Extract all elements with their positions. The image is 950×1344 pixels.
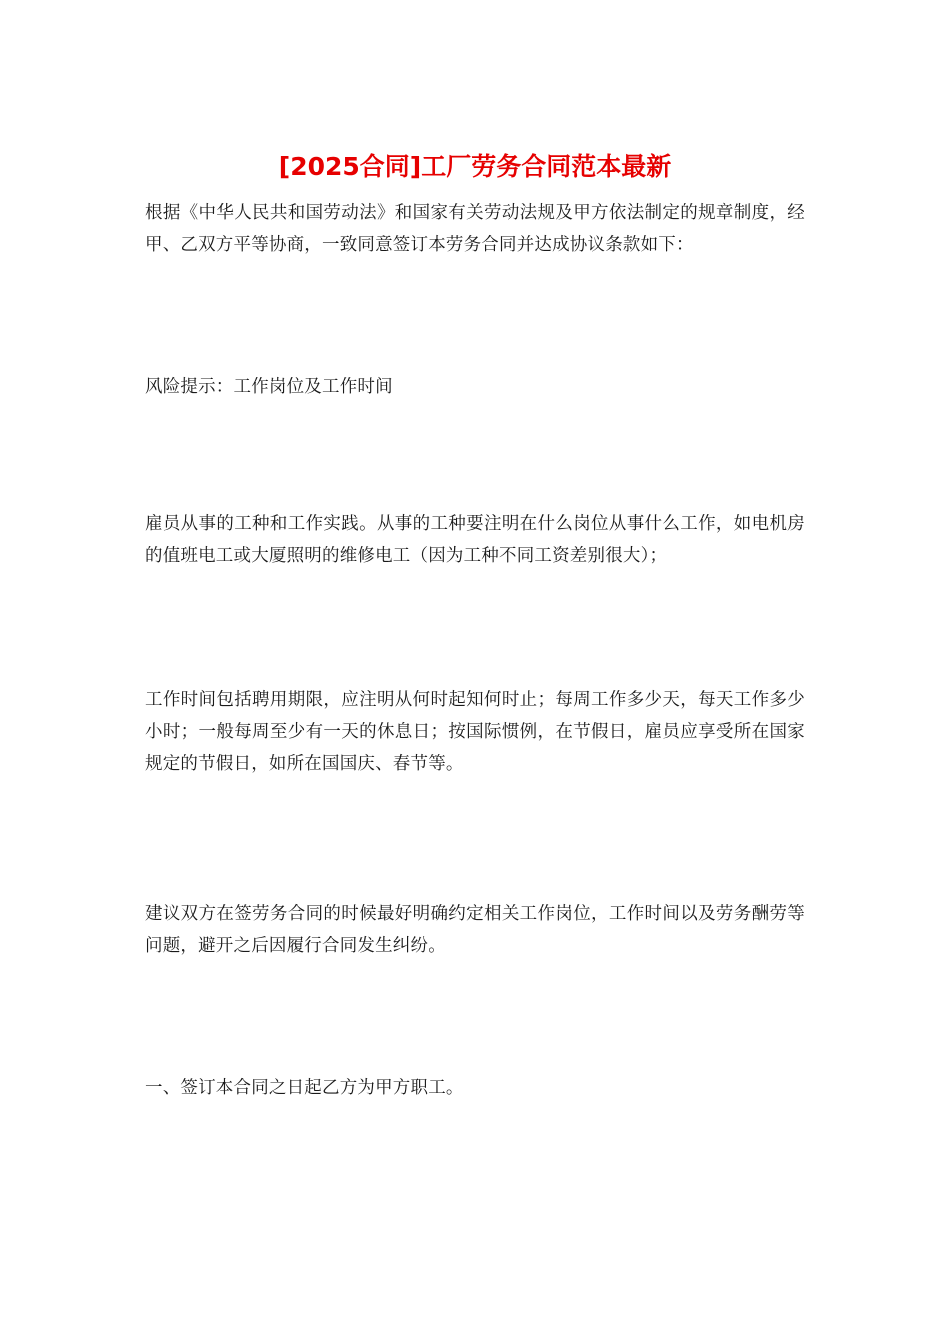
advice-paragraph: 建议双方在签劳务合同的时候最好明确约定相关工作岗位，工作时间以及劳务酬劳等问题，避开之后因履行合同发生纠纷。	[145, 904, 805, 956]
working-hours-paragraph: 工作时间包括聘用期限，应注明从何时起知何时止；每周工作多少天，每天工作多少小时；一般每周至少有一天的休息日；按国际惯例，在节假日，雇员应享受所在国家规定的节假日，如所在国国庆、春节等。	[145, 690, 805, 774]
intro-paragraph: 根据《中华人民共和国劳动法》和国家有关劳动法规及甲方依法制定的规章制度，经甲、乙双方平等协商，一致同意签订本劳务合同并达成协议条款如下：	[145, 203, 805, 255]
document-title: [2025合同]工厂劳务合同范本最新	[278, 152, 672, 181]
risk-notice-heading: 风险提示：工作岗位及工作时间	[145, 377, 393, 397]
job-type-paragraph: 雇员从事的工种和工作实践。从事的工种要注明在什么岗位从事什么工作，如电机房的值班电工或大厦照明的维修电工（因为工种不同工资差别很大）；	[145, 514, 805, 566]
clause-one-paragraph: 一、签订本合同之日起乙方为甲方职工。	[145, 1078, 464, 1098]
